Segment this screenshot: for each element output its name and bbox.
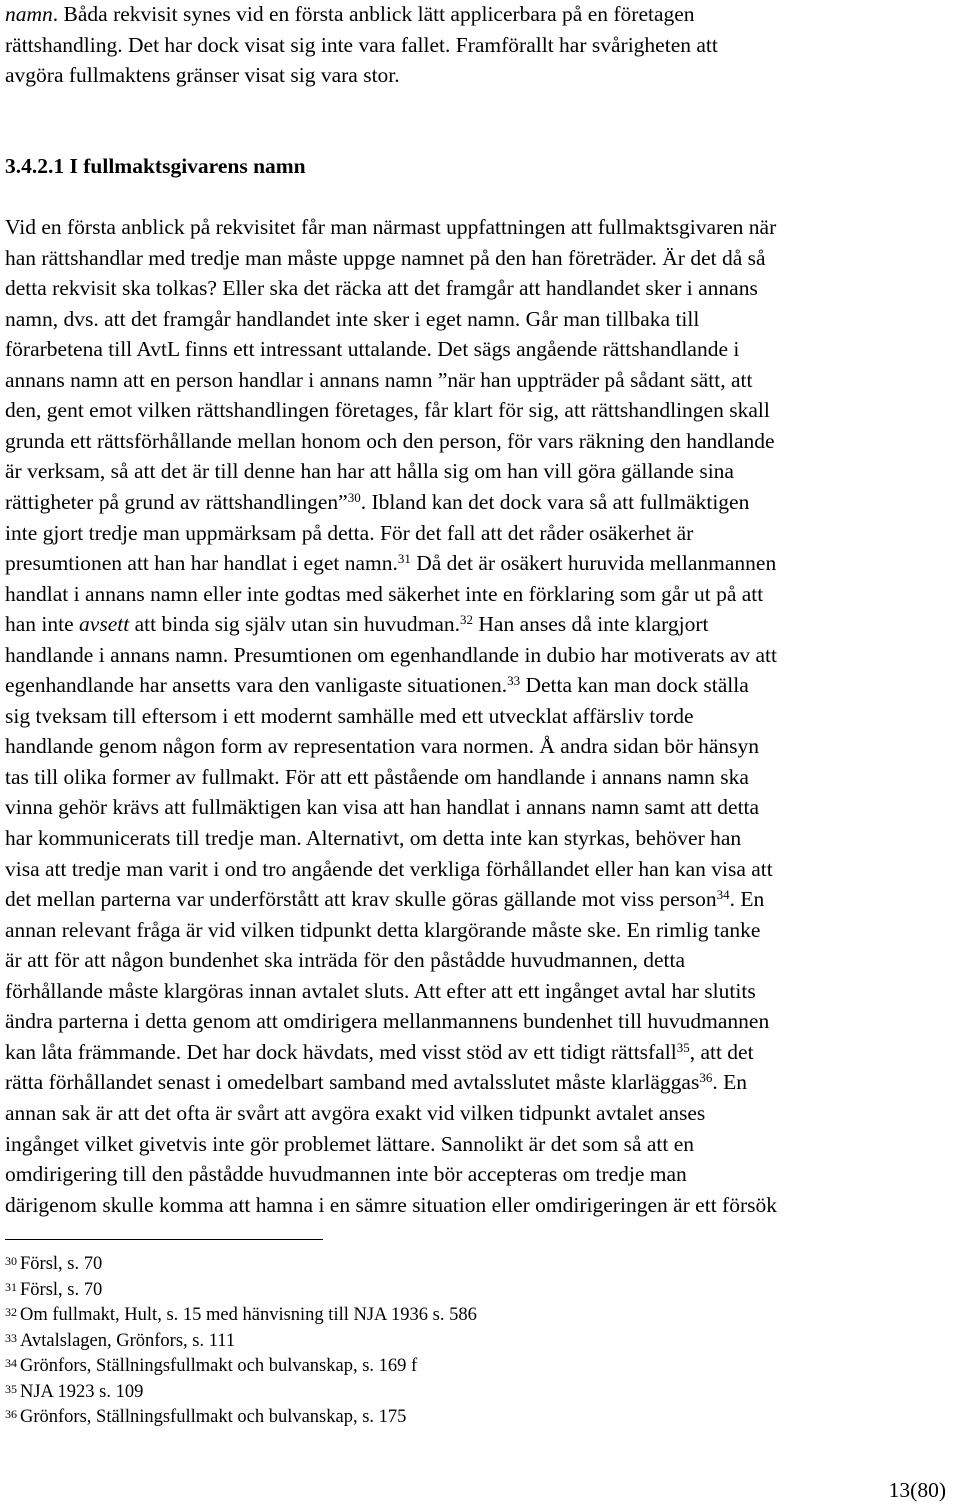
text-run: Vid en första anblick på rekvisitet får man närmast uppfattningen att fullmaktsgivaren när — [5, 215, 777, 239]
text-line — [5, 1067, 747, 1097]
page-number: 13(80) — [888, 1478, 946, 1502]
text-line — [5, 1098, 705, 1128]
text-run: är verksam, så att det är till denne han har att hålla sig om han vill göra gällande sina — [5, 459, 734, 484]
text-line — [5, 60, 400, 90]
footnote-text: Om fullmakt, Hult, s. 15 med hänvisning till NJA 1936 s. 586 — [20, 1305, 477, 1325]
footnote — [5, 1380, 143, 1405]
text-run: har kommunicerats till tredje man. Alternativt, om detta inte kan styrkas, behöver han — [5, 826, 742, 850]
text-run: Han anses då inte klargjort — [473, 612, 709, 637]
text-line — [5, 243, 766, 273]
text-run: , att det — [689, 1039, 754, 1064]
text-line — [5, 579, 763, 609]
text-line — [5, 518, 693, 548]
text-run: omdirigering till den påstådde huvudmannen inte bör accepteras om tredje man — [5, 1162, 687, 1187]
text-line — [5, 640, 777, 670]
footnote-ref: 35 — [676, 1039, 690, 1055]
text-run: grunda ett rättsförhållande mellan honom och den person, för vars räkning den handlande — [5, 428, 775, 453]
text-line — [5, 945, 685, 975]
text-run: rätta förhållandet senast i omedelbart samband med avtalsslutet måste klarläggas — [5, 1070, 700, 1095]
footnote-text: Försl, s. 70 — [20, 1254, 103, 1274]
footnote-number: 33 — [5, 1330, 17, 1345]
footnote — [5, 1329, 235, 1354]
text-run: vinna gehör krävs att fullmäktigen kan visa att han handlat i annans namn samt att detta — [5, 795, 760, 820]
text-line — [5, 670, 749, 700]
text-run: presumtionen att han har handlat i eget namn. — [5, 551, 398, 576]
text-line — [5, 915, 760, 945]
text-run: . En — [712, 1070, 747, 1095]
text-run: rättigheter på grund av rättshandlingen” — [5, 489, 348, 514]
text-line — [5, 273, 758, 303]
text-run: kan låta främmande. Det har dock hävdats, med visst stöd av ett tidigt rättsfall — [5, 1039, 677, 1064]
text-line — [5, 1190, 777, 1220]
text-run: . Ibland kan det dock vara så att fullmäktigen — [360, 489, 750, 514]
footnote-text: Grönfors, Ställningsfullmakt och bulvanskap, s. 169 f — [20, 1356, 418, 1376]
footnote-ref: 32 — [460, 612, 474, 628]
text-run: inte gjort tredje man uppmärksam på detta. För det fall att det råder osäkerhet är — [5, 520, 694, 545]
footnote-text: Försl, s. 70 — [20, 1279, 103, 1300]
text-run: ändra parterna i detta genom att omdirigera mellanmannens bundenhet till huvudmannen — [5, 1009, 770, 1034]
text-run: annan relevant fråga är vid vilken tidpunkt detta klargörande måste ske. En rimlig tanke — [5, 917, 761, 942]
text-line — [5, 456, 734, 486]
text-run: därigenom skulle komma att hamna i en sämre situation eller omdirigeringen är ett försök — [5, 1192, 777, 1217]
text-run: den, gent emot vilken rättshandlingen företages, får klart för sig, att rättshandlingen skall — [5, 398, 770, 423]
footnote-text: NJA 1923 s. 109 — [20, 1381, 144, 1402]
footnote-number: 32 — [5, 1305, 17, 1319]
footnote-ref: 31 — [397, 551, 411, 567]
text-run: rättshandling. Det har dock visat sig inte vara fallet. Framförallt har svårigheten att — [5, 32, 718, 57]
footnote — [5, 1354, 417, 1379]
footnote-number: 34 — [5, 1356, 17, 1370]
text-run: . En — [729, 887, 765, 912]
text-line — [5, 762, 749, 792]
text-line — [5, 304, 699, 334]
text-run: Detta kan man dock ställa — [520, 673, 749, 698]
footnote-ref: 33 — [507, 673, 521, 689]
text-run: det mellan parterna var underförstått att krav skulle göras gällande mot viss person — [5, 887, 717, 912]
footnote-ref: 30 — [347, 489, 361, 505]
text-line — [5, 1037, 754, 1067]
text-run: detta rekvisit ska tolkas? Eller ska det räcka att det framgår att handlandet sker i annans — [5, 276, 758, 301]
text-run: Då det är osäkert huruvida mellanmannen — [410, 551, 777, 576]
footnote-number: 35 — [5, 1381, 17, 1396]
text-run: annan sak är att det ofta är svårt att avgöra exakt vid vilken tidpunkt avtalet anses — [5, 1100, 706, 1125]
text-run: förhållande måste klargöras innan avtalet sluts. Att efter att ett ingånget avtal har slutits — [5, 978, 756, 1003]
italic-text: avsett — [79, 612, 130, 637]
text-line — [5, 1159, 687, 1189]
text-line — [5, 334, 739, 364]
text-run: namn, dvs. att det framgår handlandet inte sker i eget namn. Går man tillbaka till — [5, 306, 700, 331]
text-run: förarbetena till AvtL finns ett intressant uttalande. Det sägs angående rättshandlande i — [5, 337, 740, 362]
text-line — [5, 487, 749, 517]
footnote-text: Grönfors, Ställningsfullmakt och bulvanskap, s. 175 — [20, 1407, 407, 1427]
text-line — [5, 823, 741, 853]
text-run: egenhandlande har ansetts vara den vanligaste situationen. — [5, 673, 508, 698]
text-line — [5, 0, 695, 29]
footnote — [5, 1303, 477, 1328]
section-heading: 3.4.2.1 I fullmaktsgivarens namn — [5, 154, 306, 178]
text-run: ingånget vilket givetvis inte gör problemet lättare. Sannolikt är det som så att en — [5, 1131, 695, 1156]
text-line — [5, 609, 708, 639]
text-line — [5, 976, 756, 1006]
footnote-text: Avtalslagen, Grönfors, s. 111 — [20, 1330, 236, 1351]
text-run: tas till olika former av fullmakt. För att ett påstående om handlande i annans namn ska — [5, 764, 749, 789]
text-line — [5, 395, 770, 425]
text-run: handlande i annans namn. Presumtionen om egenhandlande in dubio har motiverats av att — [5, 642, 778, 667]
footnote-number: 30 — [5, 1254, 17, 1268]
footnote — [5, 1252, 102, 1277]
text-run: är att för att någon bundenhet ska inträda för den påstådde huvudmannen, detta — [5, 948, 686, 973]
text-run: visa att tredje man varit i ond tro angående det verkliga förhållandet eller han kan visa att — [5, 856, 773, 881]
footnote — [5, 1405, 406, 1430]
footnote-ref: 34 — [716, 887, 730, 903]
text-line — [5, 548, 776, 578]
text-run: att binda sig själv utan sin huvudman. — [129, 612, 461, 637]
text-line — [5, 30, 718, 60]
text-line — [5, 426, 775, 456]
footnote-divider — [5, 1239, 323, 1240]
text-line — [5, 701, 694, 731]
text-line — [5, 1006, 769, 1036]
footnote-number: 31 — [5, 1279, 17, 1294]
text-line — [5, 792, 759, 822]
footnote — [5, 1278, 102, 1303]
footnote-number: 36 — [5, 1407, 17, 1421]
text-run: . Båda rekvisit synes vid en första anblick lätt applicerbara på en företagen — [52, 2, 695, 26]
text-run: sig tveksam till eftersom i ett modernt samhälle med ett utvecklat affärsliv torde — [5, 703, 694, 728]
text-line — [5, 884, 764, 914]
italic-text: namn — [5, 2, 53, 26]
text-run: han rättshandlar med tredje man måste uppge namnet på den han företräder. Är det då så — [5, 245, 766, 270]
text-run: handlat i annans namn eller inte godtas med säkerhet inte en förklaring som går ut på att — [5, 581, 764, 606]
text-run: handlande genom någon form av representation vara normen. Å andra sidan bör hänsyn — [5, 734, 760, 759]
text-run: han inte — [5, 612, 80, 637]
footnote-ref: 36 — [699, 1070, 713, 1086]
text-line — [5, 854, 773, 884]
text-run: annans namn att en person handlar i annans namn ”när han uppträder på sådant sätt, att — [5, 367, 753, 392]
text-line — [5, 731, 759, 761]
text-run: avgöra fullmaktens gränser visat sig vara stor. — [5, 63, 400, 87]
text-line — [5, 1129, 694, 1159]
text-line — [5, 212, 776, 242]
text-line — [5, 365, 752, 395]
